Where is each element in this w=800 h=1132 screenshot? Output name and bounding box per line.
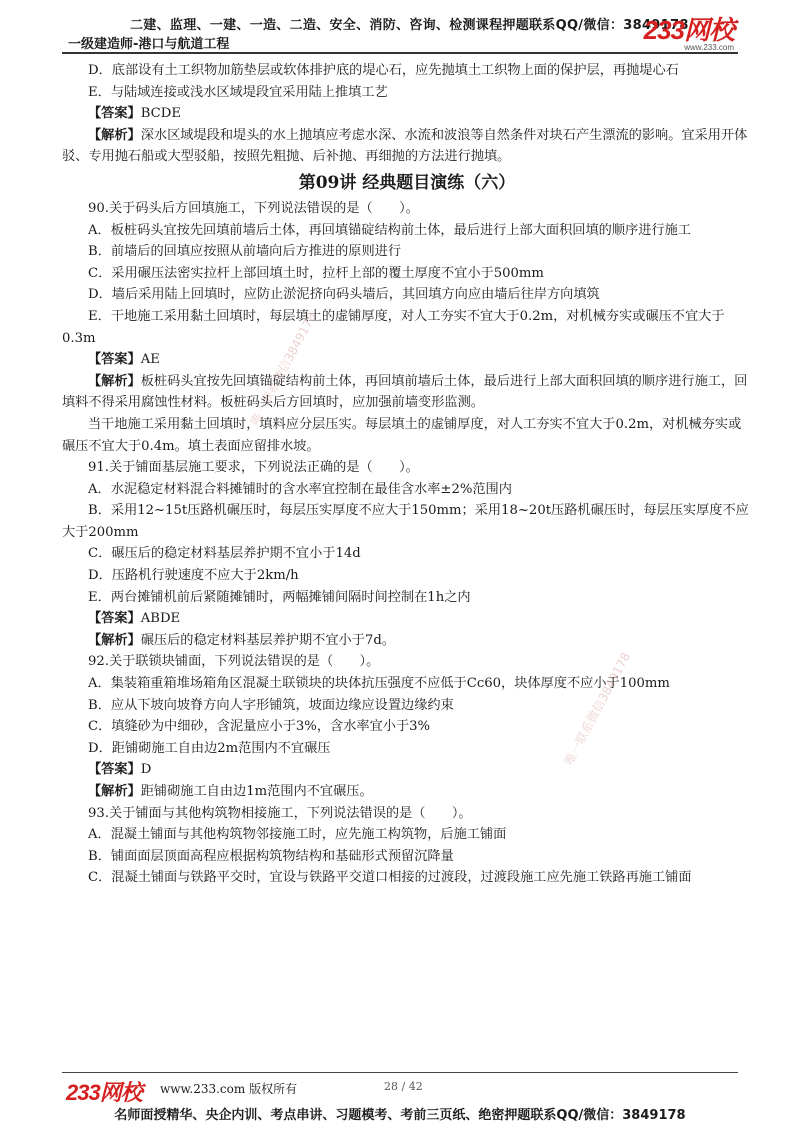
footer-logo: 233网校	[66, 1080, 142, 1105]
question-stem: 91.关于铺面基层施工要求，下列说法正确的是（ ）。	[88, 460, 419, 476]
option-line: B．铺面面层顶面高程应根据构筑物结构和基础形式预留沉降量	[88, 848, 454, 864]
page-number: 28 / 42	[384, 1080, 423, 1093]
analysis-text: 距铺砌施工自由边1m范围内不宜碾压。	[140, 784, 373, 799]
option-line: C．采用碾压法密实拉杆上部回填土时，拉杆上部的覆土厚度不宜小于500mm	[88, 265, 544, 281]
option-line: E．干地施工采用黏土回填时，每层填土的虚铺厚度，对人工夯实不宜大于0.2m，对机械夯实或碾压不宜大于0.3m	[62, 308, 725, 346]
answer-text: D	[140, 762, 152, 778]
answer-text: BCDE	[140, 106, 181, 122]
analysis-continuation: 当干地施工采用黏土回填时，填料应分层压实。每层填土的虚铺厚度，对人工夯实不宜大于0.2m，对机械夯实或碾压不宜大于0.4m。填土表面应留排水坡。	[62, 416, 742, 454]
analysis-tag: 【解析】	[88, 784, 141, 799]
option-line: E．与陆域连接或浅水区域堤段宜采用陆上推填工艺	[88, 84, 388, 100]
answer-tag: 【答案】	[88, 762, 141, 778]
section-title: 第09讲 经典题目演练（六）	[298, 172, 516, 193]
option-line: A．混凝土铺面与其他构筑物邻接施工时，应先施工构筑物，后施工铺面	[88, 827, 507, 843]
analysis-text: 碾压后的稳定材料基层养护期不宜小于7d。	[140, 632, 395, 648]
answer-line	[62, 608, 752, 630]
answer-text: AE	[140, 352, 160, 368]
question-stem: 90.关于码头后方回填施工，下列说法错误的是（ ）。	[88, 200, 419, 216]
analysis-tag: 【解析】	[88, 127, 141, 143]
question-stem: 92.关于联锁块铺面，下列说法错误的是（ ）。	[88, 654, 380, 670]
footer-promo: 名师面授精华、央企内训、考点串讲、习题模考、考前三页纸、绝密押题联系QQ/微信：3849178	[114, 1108, 686, 1123]
option-line: B．应从下坡向坡脊方向人字形铺筑，坡面边缘应设置边缘约束	[88, 697, 454, 713]
footer-copyright: www.233.com 版权所有	[160, 1082, 298, 1096]
option-line: D．底部设有土工织物加筋垫层或软体排护底的堤心石，应先抛填土工织物上面的保护层，再抛堤心石	[88, 63, 679, 78]
analysis-text: 板桩码头宜按先回填锚碇结构前土体，再回填前墙后土体，最后进行上部大面积回填的顺序进行施工，回填料不得采用腐蚀性材料。板桩码头后方回填时，应加强前墙变形监测。	[62, 373, 748, 411]
analysis-line	[62, 371, 752, 414]
header-logo	[644, 10, 734, 52]
brand-logo-text: 233网校	[643, 15, 734, 45]
header-contact-line: 二建、监理、一建、一造、二造、安全、消防、咨询、检测课程押题联系QQ/微信：3849178	[130, 18, 689, 33]
option-line: A．集装箱重箱堆场箱角区混凝土联锁块的块体抗压强度不应低于Cc60，块体厚度不应小于100mm	[88, 676, 670, 692]
question-stem: 93.关于铺面与其他构筑物相接施工，下列说法错误的是（ ）。	[88, 805, 472, 821]
header-divider	[62, 52, 738, 54]
option-line: A．板桩码头宜按先回填前墙后土体，再回填锚碇结构前土体，最后进行上部大面积回填的顺序进行施工	[88, 222, 691, 238]
document-body	[62, 60, 752, 889]
analysis-line	[62, 781, 752, 803]
watermark: 唯一联系微信3849178	[247, 310, 320, 428]
option-line: C．混凝土铺面与铁路平交时，宜设与铁路平交道口相接的过渡段，过渡段施工应先施工铁路再施工铺面	[88, 870, 692, 886]
watermark: 唯一联系微信3849178	[561, 650, 634, 768]
option-line: D．压路机行驶速度不应大于2km/h	[88, 568, 299, 584]
analysis-text: 深水区域堤段和堤头的水上抛填应考虑水深、水流和波浪等自然条件对块石产生漂流的影响。宜采用开体驳、专用抛石船或大型驳船，按照先粗抛、后补抛、再细抛的方法进行抛填。	[62, 127, 748, 165]
answer-line	[62, 759, 752, 781]
option-line: E．两台摊铺机前后紧随摊铺时，两幅摊铺间隔时间控制在1h之内	[88, 589, 471, 605]
analysis-line	[62, 630, 752, 652]
option-line: D．墙后采用陆上回填时，应防止淤泥挤向码头墙后，其回填方向应由墙后往岸方向填筑	[88, 287, 600, 303]
answer-line	[62, 349, 752, 371]
answer-tag: 【答案】	[88, 106, 141, 122]
answer-tag: 【答案】	[88, 611, 141, 627]
answer-text: ABDE	[140, 611, 181, 627]
option-line: B．采用12~15t压路机碾压时，每层压实厚度不应大于150mm；采用18~20t压路机碾压时，每层压实厚度不应大于200mm	[62, 503, 749, 540]
option-line: B．前墙后的回填应按照从前墙向后方推进的原则进行	[88, 244, 402, 260]
analysis-tag: 【解析】	[88, 632, 141, 648]
option-line: C．碾压后的稳定材料基层养护期不宜小于14d	[88, 546, 361, 562]
header-course-title: 一级建造师-港口与航道工程	[68, 37, 230, 52]
brand-url: www.233.com	[684, 43, 734, 52]
analysis-tag: 【解析】	[88, 373, 141, 389]
footer-divider	[62, 1072, 738, 1073]
option-line: C．填缝砂为中细砂，含泥量应小于3%，含水率宜小于3%	[88, 719, 431, 735]
analysis-line	[62, 125, 752, 168]
answer-line	[62, 103, 752, 125]
option-line: A．水泥稳定材料混合料摊铺时的含水率宜控制在最佳含水率±2%范围内	[88, 481, 512, 497]
answer-tag: 【答案】	[88, 352, 141, 368]
option-line: D．距铺砌施工自由边2m范围内不宜碾压	[88, 740, 331, 756]
